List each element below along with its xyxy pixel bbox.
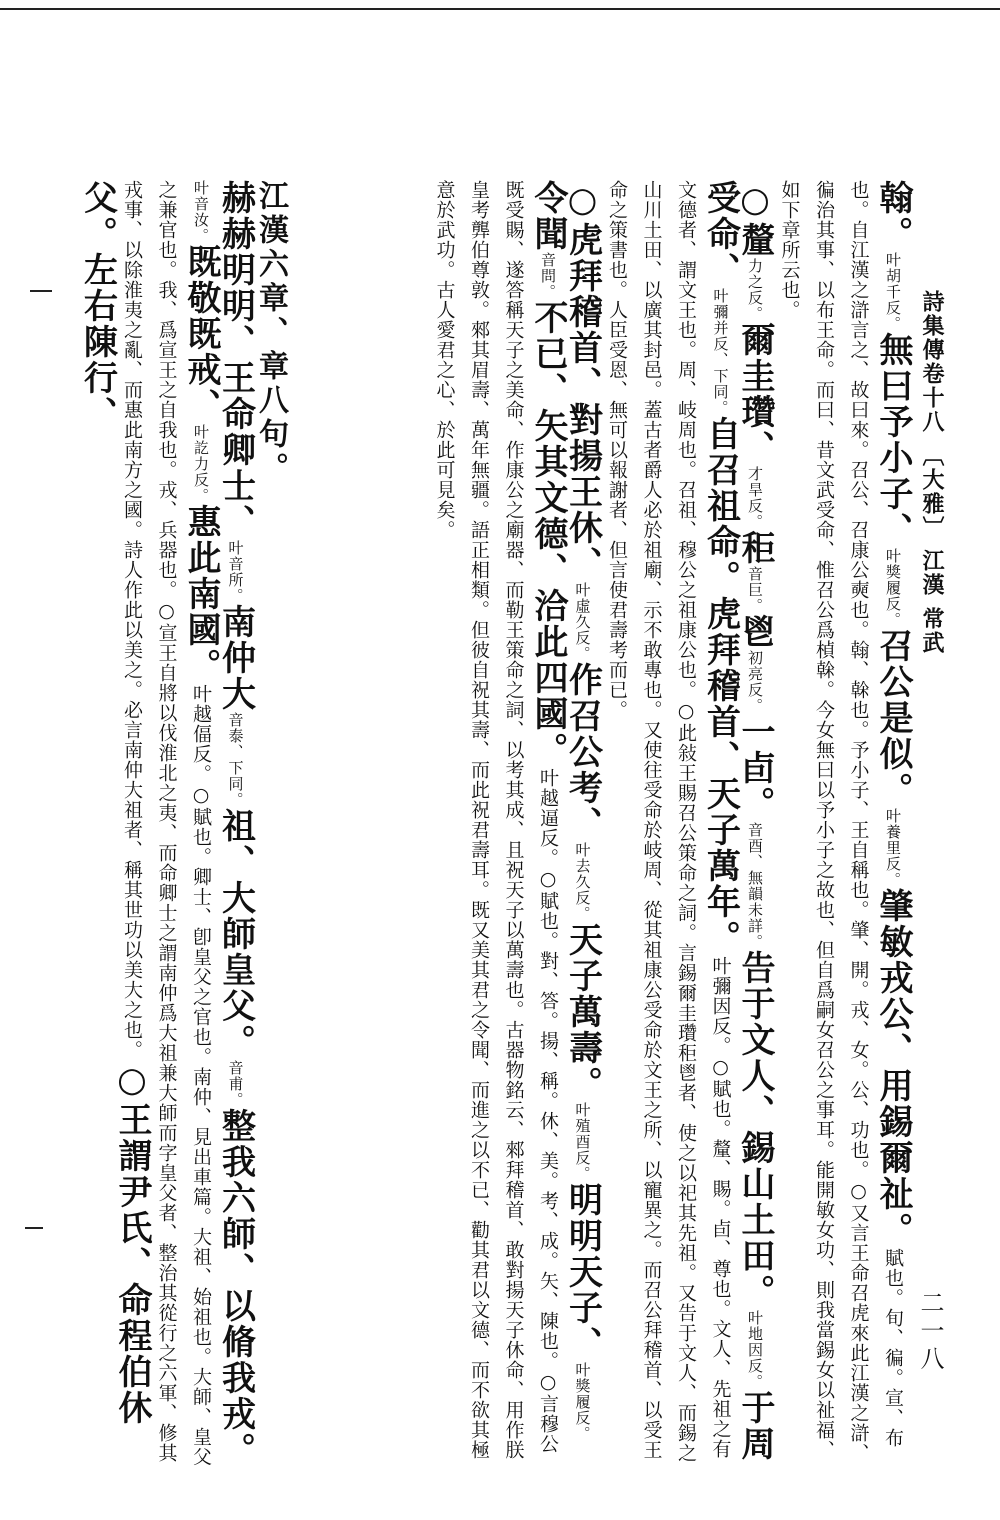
verse-text: 爾圭瓚、	[735, 322, 775, 466]
stanza-paragraph	[77, 180, 256, 1470]
phonetic-gloss: 叶去久反。	[573, 842, 592, 922]
verse-text: 南仲大	[215, 604, 256, 712]
phonetic-gloss: 叶彌并反、下同。	[711, 288, 730, 416]
phonetic-gloss: 叶音所。	[226, 540, 245, 604]
verse-text: 無曰予小子、	[873, 332, 913, 548]
phonetic-gloss: 音泰、下同。	[226, 712, 245, 808]
verse-text: 一卣。	[735, 714, 775, 822]
commentary-text: 叶越偪反。○賦也。卿士、卽皇父之官也。南仲、見出車篇。大祖、始祖也。大師、皇父之兼官也。我、爲宣王之自我也。戎、兵器也。○宣王自將以伐淮北之夷、而命卿士之謂南仲爲大祖兼大師而字皇父者、整治其從行之六軍、修其戎事、以除淮夷之亂、而惠此南方之國。詩人作此以美之。必言南仲大祖者、稱其世功以美大之也。	[121, 180, 212, 1467]
verse-text: 不已、矢其文德、洽此四國。	[528, 300, 568, 768]
top-border-line	[0, 8, 1000, 10]
verse-text: ○虎拜稽首、對揚王休、	[562, 180, 603, 582]
phonetic-gloss: 叶獎履反。	[573, 1362, 592, 1442]
body-text	[77, 180, 913, 1470]
verse-text: 令聞	[528, 180, 568, 252]
verse-text: 明明天子、	[562, 1182, 603, 1362]
header-next-ode: 常武	[919, 607, 945, 656]
page-number: 二一八	[916, 1290, 944, 1374]
verse-text: 自召祖命。虎拜稽首、天子萬年。	[700, 416, 741, 956]
verse-text: 鬯	[735, 614, 775, 650]
commentary-text: 賦也。旬、徧。宣、布也。自江漢之滸言之、故曰來。召公、召康公奭也。翰、榦也。予小子、王自稱也。肇、開。戎、女。公、功也。○又言王命召虎來此江漢之滸、徧治其事、以布王命。而曰、昔文武受命、惟召公爲楨榦。今女無曰以予小子之故也、但自爲嗣女召公之事耳。能開敏女功、則我當錫女以祉福、如下章所云也。	[778, 180, 904, 1463]
verse-text: ○釐	[735, 180, 775, 258]
phonetic-gloss: 叶地因反。	[746, 1310, 764, 1390]
verse-text: 作召公考、	[562, 662, 603, 842]
verse-text: 赫赫明明、王命卿士、	[215, 180, 256, 540]
verse-text: 左右陳行、	[77, 252, 118, 432]
verse-text: 于周受命、	[700, 180, 775, 1462]
verse-text: 祖、大師皇父。	[215, 808, 256, 1060]
verse-text: 告于文人、錫山土田。	[735, 950, 775, 1310]
phonetic-gloss: 音酉、無韻未詳。	[746, 822, 764, 950]
commentary-text: 叶彌因反。○賦也。釐、賜。卣、尊也。文人、先祖之有文德者、謂文王也。周、岐周也。召祖、穆公之祖康公也。○此敍王賜召公策命之詞。言錫爾圭瓚秬鬯者、使之以祀其先祖。又告于文人、而錫之山川土田、以廣其封邑。蓋古者爵人必於祖廟、示不敢專也。又使往受命於岐周、從其祖康公受命於文王之所、以寵異之。而召公拜稽首、以受王命之策書也。人臣受恩、無可以報謝者、但言使君壽考而已。	[606, 180, 732, 1463]
verse-text: 既敬既戒、	[181, 244, 221, 424]
phonetic-gloss: 叶殖酉反。	[573, 1102, 592, 1182]
verse-text: 翰。	[873, 180, 913, 252]
verse-text: 惠此南國。	[181, 504, 221, 684]
stanza-paragraph	[772, 180, 913, 1470]
phonetic-gloss: 叶音汝。	[192, 180, 210, 244]
phonetic-gloss: 叶養里反。	[884, 808, 902, 888]
verse-text: 秬	[735, 530, 775, 566]
phonetic-gloss: 叶胡千反。	[884, 252, 902, 332]
section-heading: 江漢六章、章八句。	[253, 180, 288, 486]
verse-text: 天子萬壽。	[562, 922, 603, 1102]
phonetic-gloss: 叶獎履反。	[884, 548, 902, 628]
phonetic-gloss: 音甫。	[226, 1060, 245, 1108]
phonetic-gloss: 音巨。	[746, 566, 764, 614]
verse-text: 整我六師、以脩我戎。	[215, 1108, 256, 1468]
header-section: 〔大雅〕	[919, 443, 945, 540]
header-ode: 江漢	[919, 549, 945, 598]
margin-mark	[30, 290, 52, 292]
margin-mark	[25, 1227, 43, 1229]
phonetic-gloss: 叶訖力反。	[192, 424, 210, 504]
verse-text: 肇敏戎公、用錫爾祉。	[873, 888, 913, 1248]
phonetic-gloss: 叶虛久反。	[573, 582, 592, 662]
stanza-paragraph	[600, 180, 773, 1470]
header-book-title: 詩集傳卷十八	[919, 290, 945, 434]
phonetic-gloss: 力之反。	[746, 258, 764, 322]
running-header	[917, 290, 948, 655]
commentary-text: 叶越逼反。○賦也。對、答。揚、稱。休、美。考、成。矢、陳也。○言穆公既受賜、遂答稱天子之美命、作康公之廟器、而勒王策命之詞、以考其成、且祝天子以萬壽也。古器物銘云、郲拜稽首、敢對揚天子休命、用作朕皇考龏伯尊敦。郲其眉壽、萬年無疆。語正相類。但彼自祝其壽、而此祝君壽耳。既又美其君之令聞、而進之以不已、勸其君以文德、而不欲其極意於武功。古人愛君之心、於此可見矣。	[433, 180, 559, 1460]
phonetic-gloss: 才旱反。	[746, 466, 764, 530]
phonetic-gloss: 音問。	[539, 252, 557, 300]
phonetic-gloss: 初亮反。	[746, 650, 764, 714]
verse-text: ○王謂尹氏、命程伯休父。	[77, 180, 152, 1426]
stanza-paragraph	[427, 180, 603, 1470]
verse-text: 召公是似。	[873, 628, 913, 808]
